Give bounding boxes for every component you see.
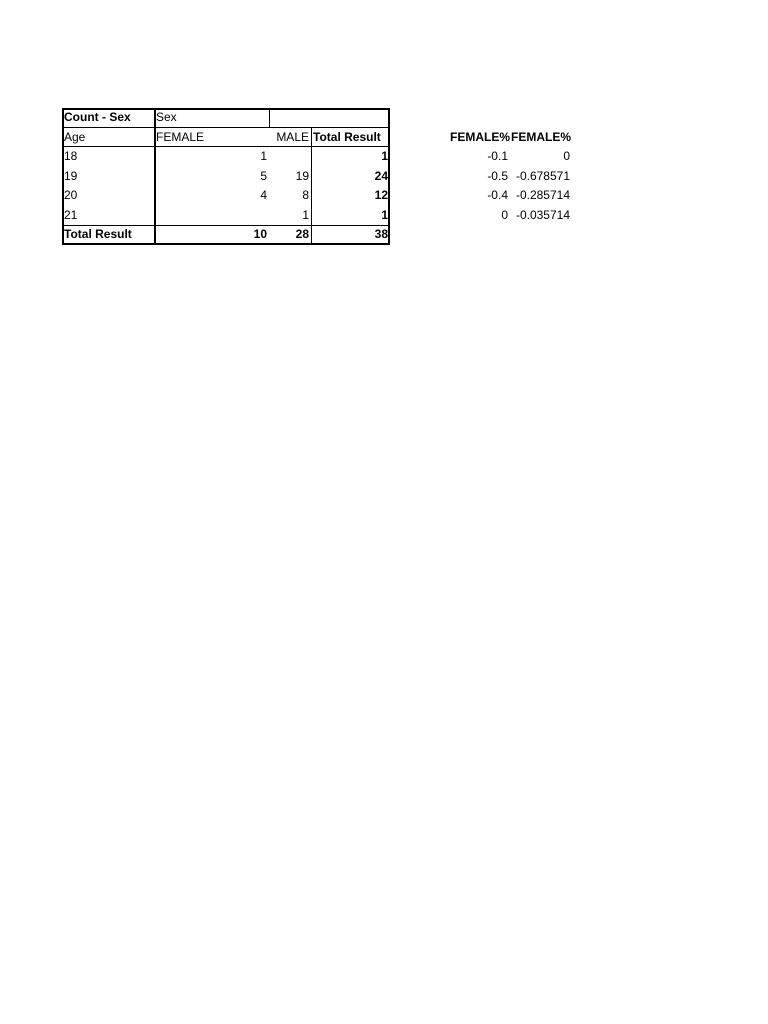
- row-label-age[interactable]: 18: [64, 149, 78, 163]
- separator-header: [62, 127, 390, 128]
- separator-field-cell: [269, 108, 270, 127]
- cell-male[interactable]: [269, 147, 311, 167]
- separator-row-labels: [154, 108, 156, 245]
- border-bottom: [62, 243, 390, 245]
- separator-columns: [62, 146, 390, 147]
- side-cell-female-pct[interactable]: -0.1: [487, 149, 508, 163]
- cell-female[interactable]: 5: [260, 168, 267, 183]
- cell-female[interactable]: [154, 206, 269, 226]
- cell-total[interactable]: 12: [374, 188, 388, 202]
- total-row-label[interactable]: Total Result: [64, 227, 132, 241]
- cell-male[interactable]: 8: [302, 188, 309, 202]
- cell-male[interactable]: 19: [295, 168, 309, 183]
- side-cell-female-pct[interactable]: -0.4: [487, 188, 508, 202]
- cell-female[interactable]: 4: [260, 188, 267, 202]
- pivot-column-field[interactable]: Sex: [156, 110, 177, 124]
- separator-total: [62, 225, 390, 227]
- side-cell-female-pct[interactable]: -0.285714: [515, 188, 570, 202]
- empty-cell[interactable]: [269, 108, 390, 128]
- column-header-total[interactable]: Total Result: [313, 129, 381, 144]
- column-header-female[interactable]: FEMALE: [156, 129, 205, 144]
- cell-total[interactable]: 1: [381, 207, 388, 222]
- side-cell-female-pct[interactable]: 0: [563, 149, 570, 163]
- pivot-table: [62, 108, 390, 245]
- separator-total-column: [311, 127, 313, 245]
- border-top: [62, 108, 390, 110]
- side-cell-female-pct[interactable]: 0: [501, 207, 508, 222]
- row-label-age[interactable]: 20: [64, 188, 78, 202]
- side-header-2[interactable]: FEMALE%: [511, 129, 571, 144]
- grand-total[interactable]: 38: [374, 227, 388, 241]
- cell-female[interactable]: 1: [260, 149, 267, 163]
- total-male[interactable]: 28: [295, 227, 309, 241]
- side-cell-female-pct[interactable]: -0.5: [487, 168, 508, 183]
- cell-total[interactable]: 24: [374, 168, 388, 183]
- side-header-1[interactable]: FEMALE%: [450, 129, 510, 144]
- column-header-male[interactable]: MALE: [276, 129, 309, 144]
- cell-male[interactable]: 1: [302, 207, 309, 222]
- cell-total[interactable]: 1: [381, 149, 388, 163]
- total-female[interactable]: 10: [253, 227, 267, 241]
- pivot-row-field[interactable]: Age: [64, 129, 86, 144]
- row-label-age[interactable]: 21: [64, 207, 78, 222]
- row-label-age[interactable]: 19: [64, 168, 78, 183]
- pivot-corner-label[interactable]: Count - Sex: [64, 110, 131, 124]
- side-cell-female-pct[interactable]: -0.678571: [515, 168, 570, 183]
- side-cell-female-pct[interactable]: -0.035714: [515, 207, 570, 222]
